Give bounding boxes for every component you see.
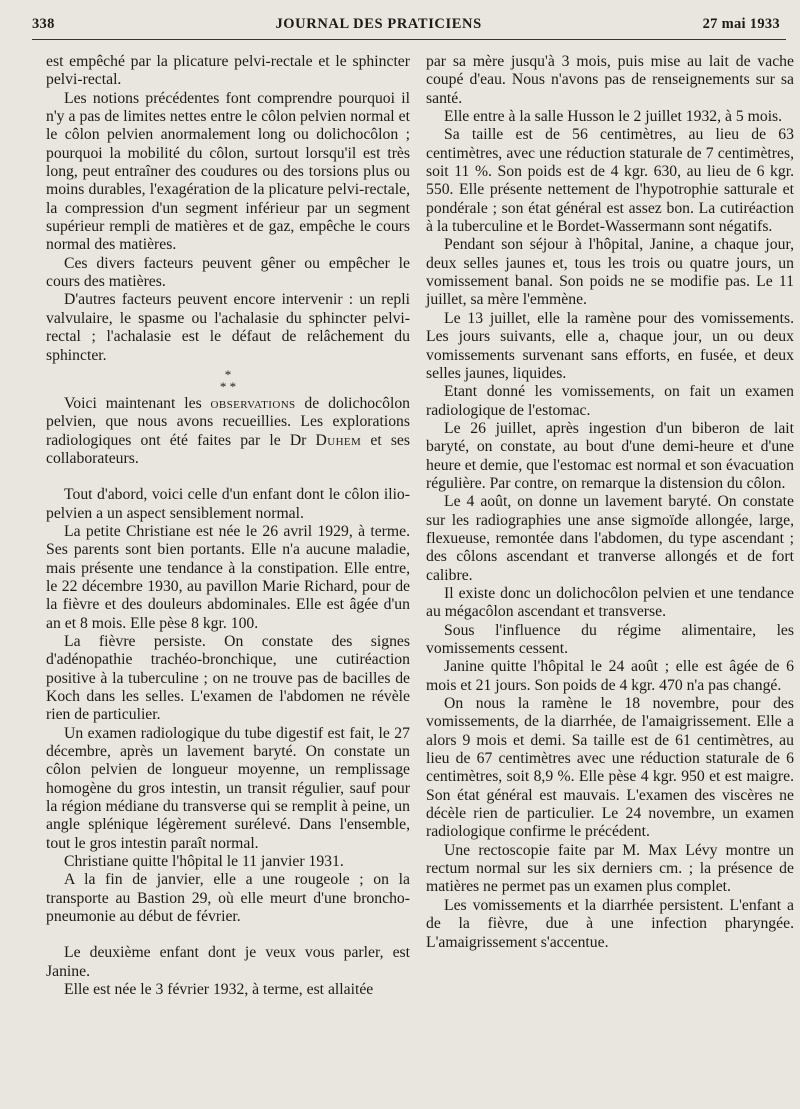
journal-title: JOURNAL DES PRATICIENS (275, 16, 482, 32)
section-separator (46, 366, 410, 394)
paragraph: Le 13 juillet, elle la ramène pour des vomissements. Les jours suivants, elle a, chaque jour, un ou deux vomissements survenant sans efforts, en fusée, et deux selles jaunes, liquides. (426, 309, 794, 382)
paragraph: Les vomissements et la diarrhée persistent. L'enfant a de la fièvre, due à une infection pharyngée. L'amaigrissement s'accentue. (426, 896, 794, 951)
paragraph: par sa mère jusqu'à 3 mois, puis mise au lait de vache coupé d'eau. Nous n'avons pas de renseignements sur sa santé. (426, 53, 794, 107)
page-number: 338 (32, 16, 55, 32)
paragraph: Tout d'abord, voici celle d'un enfant dont le côlon ilio-pelvien a un aspect sensiblement normal. (46, 486, 410, 522)
paragraph: Ces divers facteurs peuvent gêner ou empêcher le cours des matières. (46, 254, 410, 291)
paragraph: Janine quitte l'hôpital le 24 août ; elle est âgée de 6 mois et 21 jours. Son poids de 4 kgr. 470 n'a pas changé. (426, 658, 794, 694)
paragraph: Sa taille est de 56 centimètres, au lieu de 63 centimètres, avec une réduction staturale de 7 centimètres, soit 11 %. Son poids est de 4 kgr. 630, au lieu de 6 kgr. 550. Elle présente nettement de l'hypotrophie satturale et pondérale ; son état général est assez bon. La cutiréaction à la tuberculine et le Bordet-Wassermann sont négatifs. (426, 126, 794, 236)
paragraph: Un examen radiologique du tube digestif est fait, le 27 décembre, après un lavement baryté. On constate un côlon pelvien de longueur moyenne, un remplissage homogène du gros intestin, un transit régulier, sauf pour la région médiane du transverse qui se remplit à peine, un angle splénique légèrement surélevé. Dans l'ensemble, tout le gros intestin paraît normal. (46, 724, 410, 852)
separator-star-top: * (224, 366, 232, 382)
paragraph: Il existe donc un dolichocôlon pelvien et une tendance au mégacôlon ascendant et transverse. (426, 584, 794, 621)
header-rule (32, 39, 786, 40)
paragraph: On nous la ramène le 18 novembre, pour des vomissements, de la diarrhée, de l'amaigrissement. Elle a alors 9 mois et demi. Sa taille est de 61 centimètres, au lieu de 67 centimètres avec une réduction staturale de 6 centimètres, soit 8,9 %. Elle pèse 4 kgr. 950 et est maigre. Son état général est mauvais. L'examen des viscères ne décèle rien de particulier. Le 24 novembre, un examen radiologique confirme le précédent. (426, 695, 794, 841)
paragraph: Le 4 août, on donne un lavement baryté. On constate sur les radiographies une anse sigmoïde allongée, large, flexueuse, remontée dans l'abdomen, du type ascendant ; des côlons ascendant et tranverse allongés et de fort calibre. (426, 493, 794, 584)
text-run: Voici maintenant les (64, 394, 211, 412)
text-run: et ses collaborateurs. (46, 431, 410, 467)
paragraph: Le 26 juillet, après ingestion d'un biberon de lait baryté, on constate, au bout d'une demi-heure et d'une heure et demie, que l'estomac est normal et son évacuation régulière. Par contre, on remarque la distension du côlon. (426, 419, 794, 492)
paragraph: Elle entre à la salle Husson le 2 juillet 1932, à 5 mois. (444, 108, 783, 126)
text-run: de dolichocôlon pelvien, que nous avons recueillies. Les explorations radiologiques ont été faites par le Dr (46, 394, 411, 449)
paragraph: Une rectoscopie faite par M. Max Lévy montre un rectum normal sur les six derniers cm. ; la présence de matières ne permet pas un examen plus complet. (426, 841, 794, 896)
right-column (426, 53, 794, 952)
separator-stars-bottom: * * (219, 378, 237, 394)
paragraph: Etant donné les vomissements, on fait un examen radiologique de l'estomac. (426, 383, 794, 419)
paragraph (46, 395, 410, 468)
paragraph: La fièvre persiste. On constate des signes d'adénopathie trachéo-bronchique, une cutiréaction positive à la tuberculine ; on ne trouve pas de bacilles de Koch dans les selles. L'examen de l'abdomen ne révèle rien de particulier. (46, 632, 410, 724)
paragraph: Sous l'influence du régime alimentaire, les vomissements cessent. (426, 621, 794, 657)
left-column (46, 53, 410, 1000)
author-name: Duhem (315, 431, 362, 449)
paragraph: Les notions précédentes font comprendre pourquoi il n'y a pas de limites nettes entre le côlon pelvien normal et le côlon pelvien anormalement long ou dolichocôlon ; pourquoi la mobilité du côlon, surtout lorsqu'il est très long, peut entraîner des coudures ou des torsions plus ou moins durables, l'exagération de la plicature pelvi-rectale, la compression d'un segment inférieur par un segment supérieur rempli de matières et de gaz, empêche le cours normal des matières. (46, 89, 410, 254)
paragraph: Christiane quitte l'hôpital le 11 janvier 1931. (64, 853, 344, 871)
paragraph: D'autres facteurs peuvent encore intervenir : un repli valvulaire, le spasme ou l'achalasie du sphincter pelvi-rectal ; l'achalasie est le défaut de relâchement du sphincter. (46, 291, 410, 364)
page-header (32, 16, 780, 36)
paragraph: est empêché par la plicature pelvi-rectale et le sphincter pelvi-rectal. (46, 53, 410, 89)
small-caps-term: observations (210, 394, 296, 412)
paragraph: Elle est née le 3 février 1932, à terme, est allaitée (64, 981, 374, 999)
paragraph: A la fin de janvier, elle a une rougeole ; on la transporte au Bastion 29, où elle meurt d'une broncho-pneumonie au début de février. (46, 871, 410, 926)
paragraph: Le deuxième enfant dont je veux vous parler, est Janine. (46, 944, 410, 980)
paragraph: La petite Christiane est née le 26 avril 1929, à terme. Ses parents sont bien portants. Elle n'a aucune maladie, mais présente une tendance à la constipation. Elle entre, le 22 décembre 1930, au pavillon Marie Richard, pour de la fièvre et des douleurs abdominales. Elle est âgée d'un an et 8 mois. Elle pèse 8 kgr. 100. (46, 522, 410, 632)
issue-date: 27 mai 1933 (702, 16, 780, 32)
paragraph: Pendant son séjour à l'hôpital, Janine, a chaque jour, deux selles jaunes et, tous les trois ou quatre jours, un vomissement banal. Son poids ne se modifie pas. Le 11 juillet, sa mère l'emmène. (426, 236, 794, 309)
